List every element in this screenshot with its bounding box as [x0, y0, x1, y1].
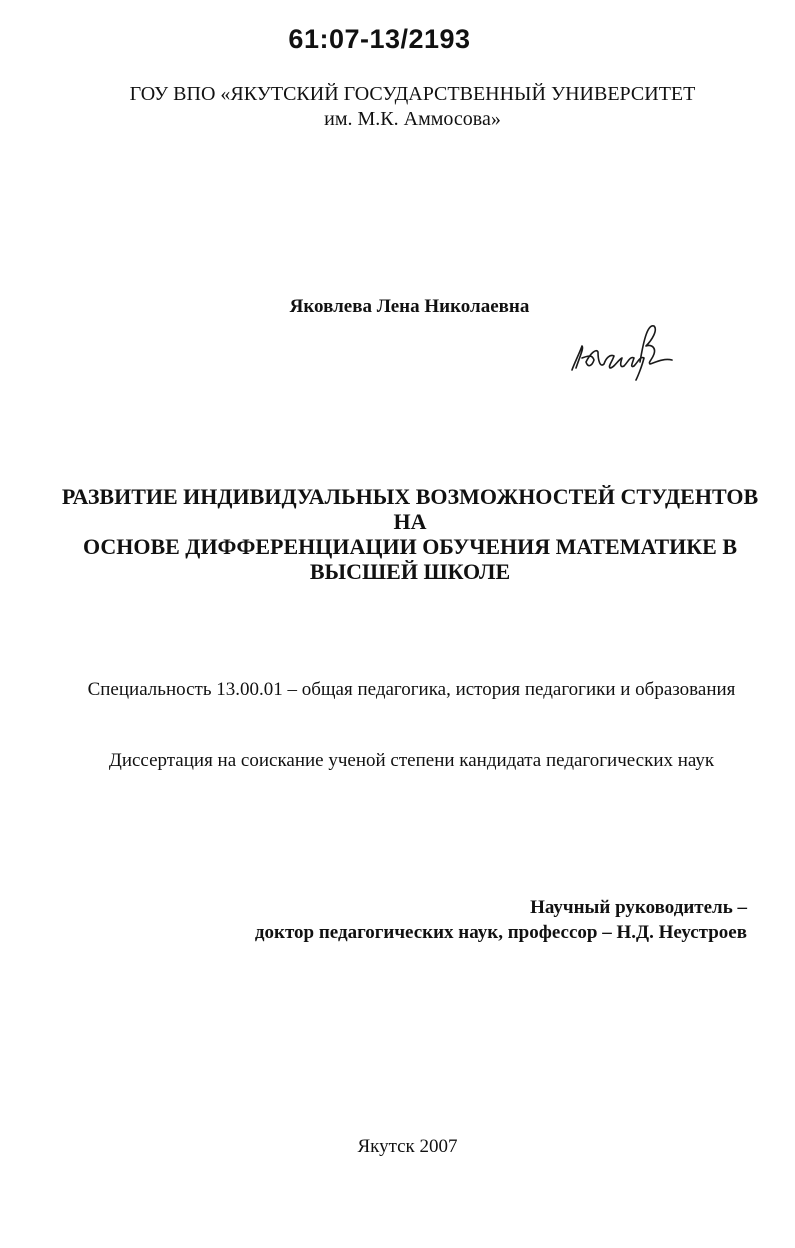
institution-line-1: ГОУ ВПО «ЯКУТСКИЙ ГОСУДАРСТВЕННЫЙ УНИВЕРСИТЕТ: [129, 83, 696, 105]
thesis-title-line-2: ОСНОВЕ ДИФФЕРЕНЦИАЦИИ ОБУЧЕНИЯ МАТЕМАТИКЕ В: [82, 534, 738, 559]
thesis-title-line-3: ВЫСШЕЙ ШКОЛЕ: [309, 559, 511, 584]
city-year: [0, 1136, 795, 1158]
degree-statement-text: Диссертация на соискание ученой степени кандидата педагогических наук: [108, 750, 715, 771]
supervisor-line-1: Научный руководитель –: [530, 897, 747, 918]
signature-icon: [568, 318, 688, 382]
degree-statement: [0, 750, 795, 772]
thesis-title-line-1: РАЗВИТИЕ ИНДИВИДУАЛЬНЫХ ВОЗМОЖНОСТЕЙ СТУДЕНТОВ НА: [61, 484, 759, 534]
specialty: [0, 679, 795, 701]
author-name: [0, 296, 795, 318]
thesis-title: [60, 484, 760, 584]
catalog-number-text: 61:07-13/2193: [288, 24, 471, 54]
institution-line-2: им. М.К. Аммосова»: [324, 108, 501, 130]
author-name-text: Яковлева Лена Николаевна: [289, 296, 530, 317]
supervisor-block: [255, 895, 747, 945]
specialty-text: Специальность 13.00.01 – общая педагогика, история педагогики и образования: [87, 679, 736, 700]
catalog-number: [0, 24, 795, 55]
supervisor-line-2: доктор педагогических наук, профессор – Н.Д. Неустроев: [254, 922, 747, 943]
institution-header: [0, 82, 795, 132]
city-year-text: Якутск 2007: [357, 1136, 458, 1157]
